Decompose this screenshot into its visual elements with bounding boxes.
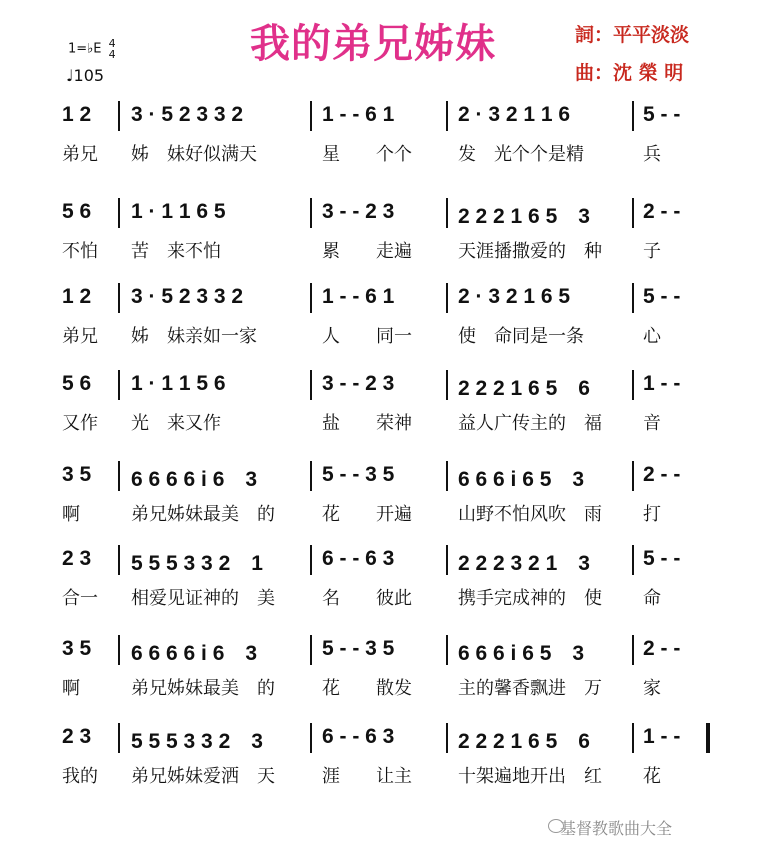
bar-line	[446, 101, 448, 131]
note-group: 2 3	[62, 547, 92, 570]
lyric-text: 啊	[62, 504, 80, 525]
note-group: 5 - -	[643, 547, 681, 570]
bar-line	[118, 545, 120, 575]
bar-line	[446, 198, 448, 228]
lyric-text: 不怕	[62, 241, 98, 262]
lyric-text: 弟兄	[62, 144, 98, 165]
note-group: 5 - -	[643, 285, 681, 308]
lyric-text: 十架遍地开出 红	[458, 766, 602, 787]
lyric-text: 涯 让主	[322, 766, 412, 787]
bar-line	[632, 723, 634, 753]
lyric-text: 主的馨香飘进 万	[458, 678, 602, 699]
lyric-text: 兵	[643, 144, 661, 165]
note-group: 2 3	[62, 725, 92, 748]
note-group: 5 - - 3 5	[322, 463, 395, 486]
note-group: 1 · 1 1 5 6	[131, 372, 226, 395]
note-group: 2 · 3 2 1 1 6	[458, 103, 571, 126]
bar-line	[310, 461, 312, 491]
note-group: 3 5	[62, 463, 92, 486]
note-group: 6 6 6 i 6 5 3	[458, 468, 585, 491]
lyric-text: 弟兄	[62, 326, 98, 347]
lyric-text: 使 命同是一条	[458, 326, 584, 347]
key-signature: 1=♭E 4 4	[68, 37, 116, 61]
note-group: 3 - - 2 3	[322, 372, 395, 395]
song-title: 我的弟兄姊妹	[250, 21, 496, 67]
note-group: 3 - - 2 3	[322, 200, 395, 223]
bar-line	[446, 370, 448, 400]
tempo-mark: ♩105	[66, 66, 105, 85]
lyric-text: 苦 来不怕	[131, 241, 221, 262]
note-group: 6 6 6 6 i 6 3	[131, 468, 258, 491]
note-group: 1 - -	[643, 725, 681, 748]
lyric-text: 打	[643, 504, 661, 525]
note-group: 1 2	[62, 103, 92, 126]
lyric-text: 益人广传主的 福	[458, 413, 602, 434]
note-group: 3 · 5 2 3 3 2	[131, 103, 244, 126]
note-group: 6 6 6 i 6 5 3	[458, 642, 585, 665]
lyric-text: 弟兄姊妹爱洒 天	[131, 766, 275, 787]
bar-line	[632, 545, 634, 575]
note-group: 1 - -	[643, 372, 681, 395]
note-group: 1 2	[62, 285, 92, 308]
note-group: 5 - - 3 5	[322, 637, 395, 660]
note-group: 5 6	[62, 372, 92, 395]
note-group: 5 5 5 3 3 2 3	[131, 730, 263, 753]
lyric-text: 合一	[62, 588, 98, 609]
lyric-text: 花	[643, 766, 661, 787]
bar-line	[118, 370, 120, 400]
bar-line	[446, 723, 448, 753]
bar-line	[446, 461, 448, 491]
note-group: 1 - - 6 1	[322, 103, 395, 126]
bar-line	[446, 545, 448, 575]
lyric-text: 弟兄姊妹最美 的	[131, 504, 275, 525]
lyric-text: 姊 妹好似满天	[131, 144, 257, 165]
note-group: 1 - - 6 1	[322, 285, 395, 308]
note-group: 3 · 5 2 3 3 2	[131, 285, 244, 308]
bar-line	[632, 635, 634, 665]
lyric-text: 相爱见证神的 美	[131, 588, 275, 609]
note-group: 2 2 2 3 2 1 3	[458, 552, 590, 575]
lyric-text: 人 同一	[322, 326, 412, 347]
note-group: 2 - -	[643, 463, 681, 486]
bar-line	[632, 461, 634, 491]
bar-line	[632, 283, 634, 313]
bar-line	[118, 283, 120, 313]
note-group: 6 - - 6 3	[322, 725, 395, 748]
bar-line	[446, 635, 448, 665]
lyric-text: 盐 荣神	[322, 413, 412, 434]
lyric-text: 星 个个	[322, 144, 412, 165]
quarter-note-icon: ♩	[66, 66, 74, 85]
bar-line	[118, 723, 120, 753]
note-group: 6 6 6 6 i 6 3	[131, 642, 258, 665]
bar-line	[310, 283, 312, 313]
bar-line	[632, 101, 634, 131]
lyric-text: 发 光个个是精	[458, 144, 584, 165]
lyric-text: 心	[643, 326, 661, 347]
bar-line	[310, 101, 312, 131]
lyric-text: 啊	[62, 678, 80, 699]
bar-line	[446, 283, 448, 313]
lyric-text: 累 走遍	[322, 241, 412, 262]
bar-line	[632, 370, 634, 400]
bar-line	[118, 198, 120, 228]
note-group: 5 - -	[643, 103, 681, 126]
lyric-text: 弟兄姊妹最美 的	[131, 678, 275, 699]
note-group: 1 · 1 1 6 5	[131, 200, 226, 223]
lyricist-credit: 詞：平平淡淡	[575, 24, 690, 46]
composer-credit: 曲：沈 榮 明	[575, 62, 684, 84]
bar-line	[632, 198, 634, 228]
lyric-text: 山野不怕风吹 雨	[458, 504, 602, 525]
lyric-text: 携手完成神的 使	[458, 588, 602, 609]
bar-line	[310, 723, 312, 753]
lyric-text: 家	[643, 678, 661, 699]
note-group: 2 - -	[643, 637, 681, 660]
bar-line	[310, 198, 312, 228]
lyric-text: 命	[643, 588, 661, 609]
note-group: 2 · 3 2 1 6 5	[458, 285, 571, 308]
bar-line	[310, 545, 312, 575]
bar-line	[118, 461, 120, 491]
note-group: 2 2 2 1 6 5 6	[458, 730, 590, 753]
note-group: 6 - - 6 3	[322, 547, 395, 570]
lyric-text: 花 散发	[322, 678, 412, 699]
lyric-text: 名 彼此	[322, 588, 412, 609]
time-signature: 4 4	[108, 37, 116, 61]
lyric-text: 子	[643, 241, 661, 262]
final-bar-line	[706, 723, 710, 753]
lyric-text: 花 开遍	[322, 504, 412, 525]
bar-line	[310, 370, 312, 400]
lyric-text: 姊 妹亲如一家	[131, 326, 257, 347]
lyric-text: 天涯播撒爱的 种	[458, 241, 602, 262]
lyric-text: 音	[643, 413, 661, 434]
note-group: 5 6	[62, 200, 92, 223]
watermark: 基督教歌曲大全	[560, 819, 673, 838]
lyric-text: 光 来又作	[131, 413, 221, 434]
note-group: 2 2 2 1 6 5 3	[458, 205, 590, 228]
bar-line	[118, 101, 120, 131]
lyric-text: 我的	[62, 766, 98, 787]
note-group: 3 5	[62, 637, 92, 660]
bar-line	[310, 635, 312, 665]
note-group: 2 2 2 1 6 5 6	[458, 377, 590, 400]
note-group: 2 - -	[643, 200, 681, 223]
bar-line	[118, 635, 120, 665]
note-group: 5 5 5 3 3 2 1	[131, 552, 263, 575]
lyric-text: 又作	[62, 413, 98, 434]
